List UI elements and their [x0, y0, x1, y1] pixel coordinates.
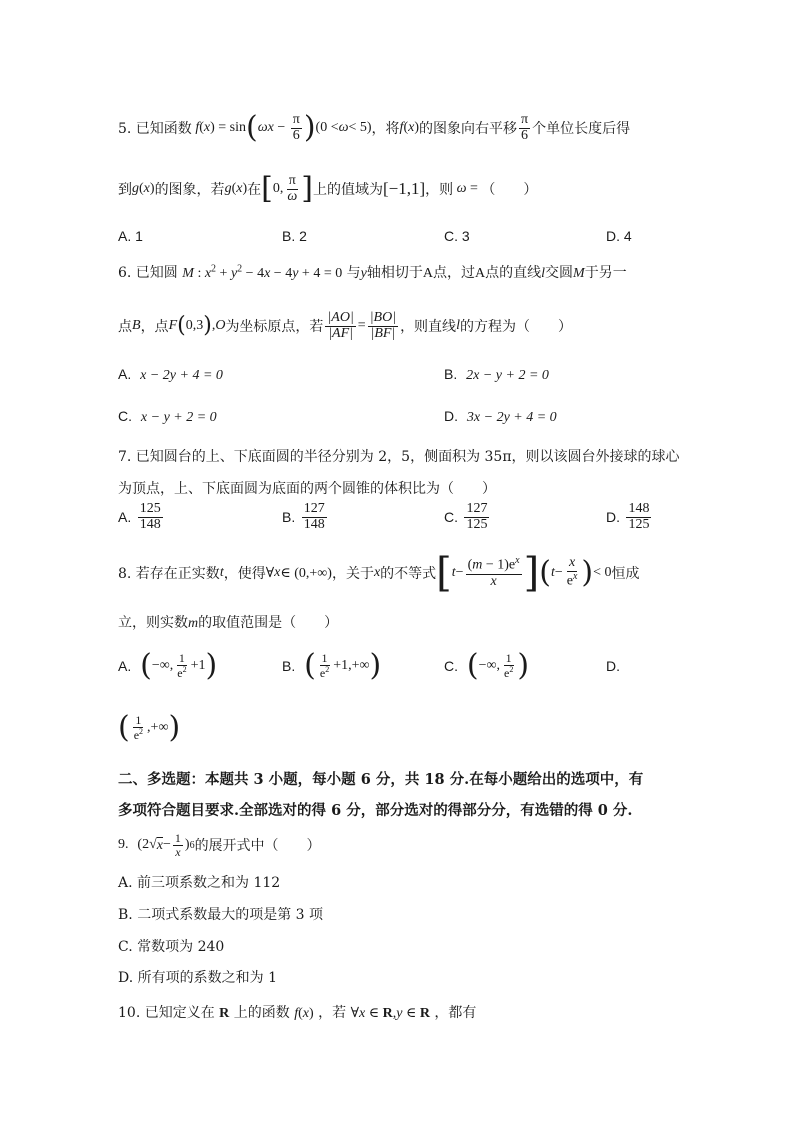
q9-option-c[interactable]: C. 常数项为 240 — [118, 939, 225, 955]
q7-option-a[interactable]: A. $\frac{125}{148}$ — [118, 501, 161, 532]
q9-option-b[interactable]: B. 二项式系数最大的项是第 3 项 — [118, 907, 323, 923]
q8-line1: 8. 若存在正实数 t ，使得 ∀ x ∈ (0,+∞) ，关于 x 的不等式 [ t − $\frac{(m - 1)e^x}{x}$ ] ( t − $\frac{x}{e^x}$ ) < 0 恒成 — [118, 550, 640, 596]
q6-option-d[interactable]: D. 3x − 2y + 4 = 0 — [444, 408, 557, 425]
q8-option-c[interactable]: C. ( −∞, $\frac{1}{e^2}$ ) — [444, 648, 530, 683]
q5-func: f — [191, 120, 200, 135]
q5-option-a[interactable]: A. 1 — [118, 228, 143, 244]
q6-line1: 6. 已知圆 M : $x^2 + y^2 - 4x - 4y + 4 = 0$ 与y轴相切于A点，过A点的直线l交圆M于另一 — [118, 263, 627, 281]
q7-option-c[interactable]: C. $\frac{127}{125}$ — [444, 501, 488, 532]
q7-line2: 为顶点，上、下底面圆为底面的两个圆锥的体积比为（ ） — [118, 481, 496, 497]
q6-line2: 点 B ，点 F ( 0,3 ) , O 为坐标原点，若 $\frac{|AO|}{|AF|}$ = $\frac{|BO|}{|BF|}$ ，则直线 l 的方程为（ ） — [118, 309, 572, 341]
q5-line2: 到 g ( x ) 的图象，若 g ( x ) 在 [ 0, $\frac{\pi}{\omega}$ ] 上的值域为 [−1,1] ，则 ω = （ ） — [118, 171, 538, 206]
q8-option-b[interactable]: B. ( $\frac{1}{e^2}$ +1,+∞ ) — [282, 648, 382, 683]
q8-option-a[interactable]: A. ( −∞, $\frac{1}{e^2}$ +1 ) — [118, 648, 218, 683]
q8-line2: 立，则实数m的取值范围是（ ） — [118, 615, 339, 631]
q8-option-d[interactable]: D. — [606, 658, 620, 674]
q5-option-b[interactable]: B. 2 — [282, 228, 307, 244]
q5-option-c[interactable]: C. 3 — [444, 228, 470, 244]
q6-ratio-ao-af: $\frac{|AO|}{|AF|}$ — [327, 309, 354, 341]
q9-line: 9. (2√ x − $\frac{1}{x}$ ) 6 的展开式中（ ） — [118, 830, 321, 859]
q8-option-d-value[interactable]: ( $\frac{1}{e^2}$ ,+∞ ) — [118, 710, 181, 745]
q6-option-b[interactable]: B. 2x − y + 2 = 0 — [444, 366, 549, 383]
q7-option-b[interactable]: B. $\frac{127}{148}$ — [282, 501, 325, 532]
section2-line2: 多项符合题目要求.全部选对的得 6 分，部分选对的得部分分，有选错的得 0 分. — [118, 802, 633, 819]
q9-option-a[interactable]: A. 前三项系数之和为 112 — [118, 875, 281, 891]
q5-text: 5. 已知函数 — [118, 121, 192, 137]
q5-option-d[interactable]: D. 4 — [606, 228, 632, 244]
q5-line1: 5. 已知函数 f ( x ) = sin ( ωx − $\frac{\pi}{6}$ ) (0 < ω < 5) ，将 f ( x ) 的图象向右平移 $\frac{\pi}{6}$ 个单位长度后得 — [118, 110, 631, 145]
q7-line1: 7. 已知圆台的上、下底面圆的半径分别为 2，5，侧面积为 35π，则以该圆台外接球的球心 — [118, 449, 680, 465]
q6-option-c[interactable]: C. x − y + 2 = 0 — [118, 408, 217, 425]
section2-line1: 二、多选题：本题共 3 小题，每小题 6 分，共 18 分.在每小题给出的选项中，有 — [118, 771, 644, 788]
q7-option-d[interactable]: D. $\frac{148}{125}$ — [606, 501, 650, 532]
q10-line: 10. 已知定义在 R 上的函数 f(x) ，若 ∀x ∈ R,y ∈ R ，都有 — [118, 1005, 477, 1021]
q9-option-d[interactable]: D. 所有项的系数之和为 1 — [118, 970, 277, 986]
q5-pi-over-6: $\frac{\pi}{6}$ — [292, 111, 300, 143]
q6-option-a[interactable]: A. x − 2y + 4 = 0 — [118, 366, 223, 383]
q6-ratio-bo-bf: $\frac{|BO|}{|BF|}$ — [369, 309, 397, 341]
